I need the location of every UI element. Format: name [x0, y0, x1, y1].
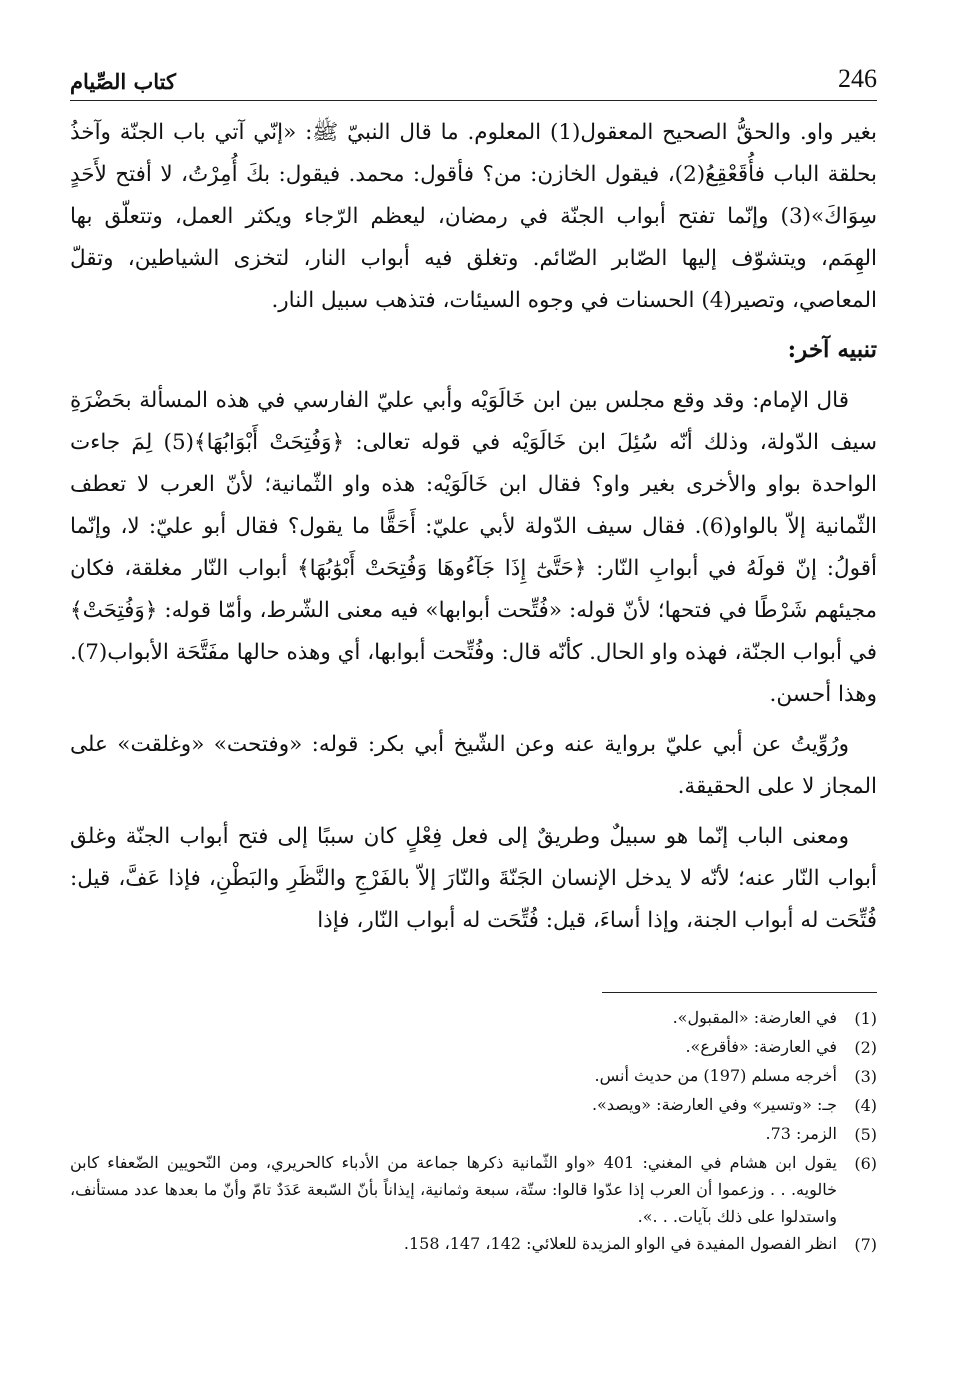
- footnote-number: (6): [854, 1154, 877, 1173]
- footnote-text: جـ: «وتسير» وفي العارضة: «ويصد».: [591, 1095, 837, 1114]
- footnote-text: يقول ابن هشام في المغني: 401 «واو الثّمانية ذكرها جماعة من الأدباء كالحريري، ومن النّحويين الضّعفاء كابن خالويه. . . وزعموا أن العرب إذا عدّوا قالوا: ستّة، سبعة وثمانية، إيذاناً بأنّ السّبعة عَدَدٌ تامّ وأنّ ما بعدها عدد مستأنف، واستدلوا على ذلك بآيات. . .».: [70, 1153, 837, 1226]
- main-text: [70, 112, 877, 950]
- footnote-text: الزمر: 73.: [765, 1124, 837, 1143]
- footnote-number: (2): [854, 1038, 877, 1057]
- page-number: 246: [838, 64, 877, 93]
- footnote-number: (1): [854, 1009, 877, 1028]
- footnote: [70, 1004, 877, 1033]
- footnote-text: أخرجه مسلم (197) من حديث أنس.: [594, 1066, 837, 1085]
- paragraph: بغير واو. والحقُّ الصحيح المعقول(1) المعلوم. ما قال النبيّ ﷺ: «إنّي آتي باب الجنّة وآخذُ بحلقة الباب فأُقَعْقِعُ(2)، فيقول الخازن: من؟ فأقول: محمد. فيقول: بكَ أُمِرْتُ، لا أفتح لأَحَدٍ سِوَاكَ»(3) وإنّما تفتح أبواب الجنّة في رمضان، ليعظم الرّجاء ويكثر العمل، وتتعلّق بها الهِمَم، ويتشوّف إليها الصّابر الصّائم. وتغلق فيه أبواب النار، لتخزى الشياطين، وتقلّ المعاصي، وتصير(4) الحسنات في وجوه السيئات، فتذهب سبيل النار.: [70, 120, 877, 313]
- footnote: [70, 1091, 877, 1120]
- footnote-divider: [602, 992, 877, 993]
- footnote-number: (5): [854, 1125, 877, 1144]
- footnote-text: في العارضة: «فأقرع».: [685, 1037, 837, 1056]
- section-heading: تنبيه آخر:: [787, 336, 877, 363]
- footnote: [70, 1230, 877, 1259]
- footnote: [70, 1149, 877, 1230]
- paragraph: قال الإمام: وقد وقع مجلس بين ابن خَالَوَيْه وأبي عليّ الفارسي في هذه المسألة بحَضْرَةِ سيف الدّولة، وذلك أنّه سُئِلَ ابن خَالَوَيْه في قوله تعالى: ﴿وَفُتِحَتْ أَبْوَابُهَا﴾(5) لِمَ جاءت الواحدة بواو والأخرى بغير واو؟ فقال ابن خَالَوَيْه: هذه واو الثّمانية؛ لأنّ العرب لا تعطف الثّمانية إلاّ بالواو(6). فقال سيف الدّولة لأبي عليّ: أَحَقًّا ما يقول؟ فقال أبو عليّ: لا، وإنّما أقولُ: إنّ قولَهُ في أبوابِ النّار: ﴿حَتَّىٰٓ إِذَا جَآءُوهَا وَفُتِحَتْ أَبْوَٰبُهَا﴾ أبواب النّار مغلقة، فكان مجيئهم شَرْطًا في فتحها؛ لأنّ قوله: «فُتِّحت أبوابها» فيه معنى الشّرط، وأمّا قوله: ﴿وَفُتِحَتْ﴾ في أبواب الجنّة، فهذه واو الحال. كأنّه قال: وفُتِّحت أبوابها، أي وهذه حالها مفَتَّحَة الأبواب(7). وهذا أحسن.: [69, 388, 878, 707]
- footnote-number: (3): [854, 1067, 877, 1086]
- paragraph: ورُوِّيتُ عن أبي عليّ برواية عنه وعن الشّيخ أبي بكر: قوله: «وفتحت» «وغلقت» على المجاز لا على الحقيقة.: [70, 732, 877, 799]
- footnote: [70, 1033, 877, 1062]
- footnote: [70, 1062, 877, 1091]
- running-title: كتاب الصِّيام: [70, 69, 176, 94]
- footnote-text: في العارضة: «المقبول».: [672, 1008, 837, 1027]
- footnote: [70, 1120, 877, 1149]
- footnote-text: انظر الفصول المفيدة في الواو المزيدة للعلائي: 142، 147، 158.: [403, 1234, 837, 1253]
- page-header: [70, 56, 877, 101]
- footnote-number: (4): [854, 1096, 877, 1115]
- footnotes: [70, 1004, 877, 1259]
- footnote-number: (7): [854, 1235, 877, 1254]
- paragraph: ومعنى الباب إنّما هو سبيلٌ وطريقٌ إلى فعل فِعْلٍ كان سببًا إلى فتح أبواب الجنّة وغلق أبواب النّار عنه؛ لأنّه لا يدخل الإنسان الجَنّةَ والنّارَ إلاّ بالفَرْجِ والنَّظَرِ والبَطْنِ، فإذا عَفَّ، قيل: فُتِّحَت له أبواب الجنة، وإذا أساءَ، قيل: فُتِّحَت له أبواب النّار، فإذا: [70, 824, 877, 933]
